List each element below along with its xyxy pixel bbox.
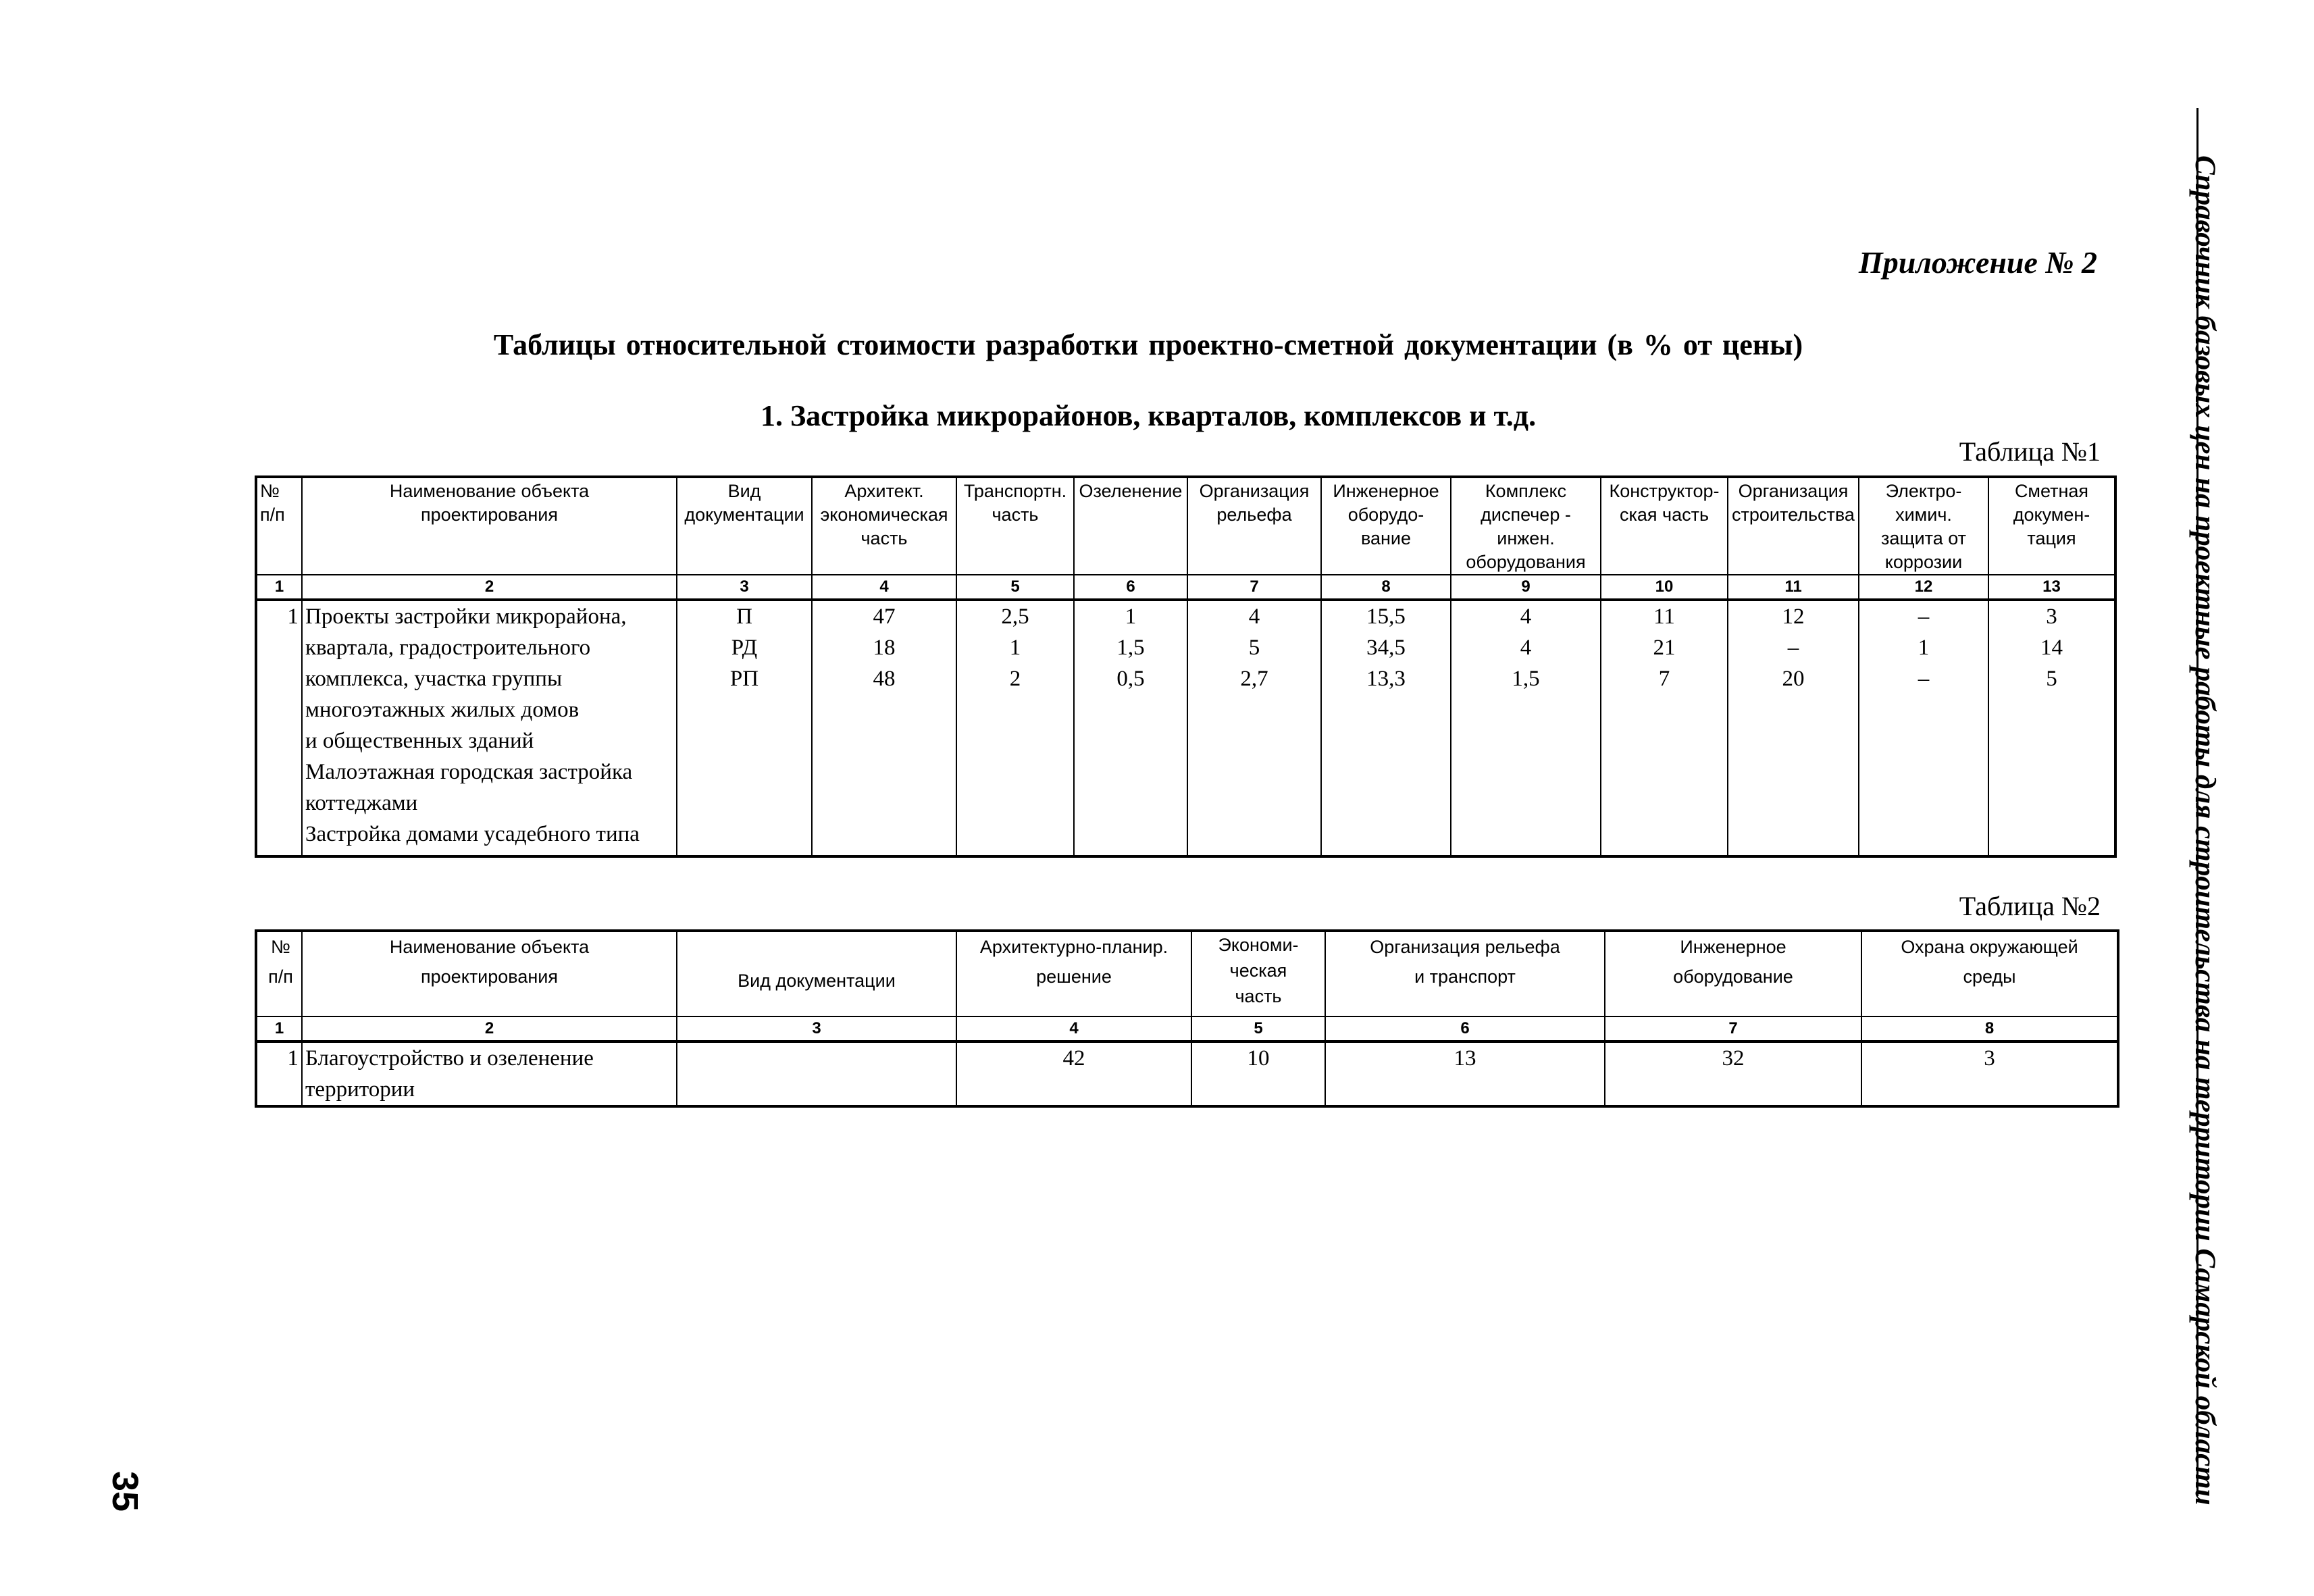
value-cell: 4 5 2,7	[1187, 600, 1321, 856]
table2-header-cell: Инженерное оборудование	[1605, 931, 1861, 1016]
value-cell: 4 4 1,5	[1451, 600, 1601, 856]
table1-header-cell: Инженерное оборудо- вание	[1321, 477, 1451, 575]
table1-label: Таблица №1	[1959, 436, 2101, 467]
value-cell: 1 1,5 0,5	[1074, 600, 1187, 856]
table1-header-cell: Организация рельефа	[1187, 477, 1321, 575]
table2-header-cell: Архитектурно-планир. решение	[956, 931, 1191, 1016]
column-number: 6	[1325, 1016, 1605, 1041]
column-number: 3	[677, 1016, 956, 1041]
object-name-cell: Проекты застройки микрорайона, квартала, градостроительного комплекса, участка группы многоэтажных жилых домов и общественных зданий Малоэтажная городская застройка коттеджами Застройка домами усадебного типа	[302, 600, 677, 856]
table2-header-cell: Экономи- ческая часть	[1191, 931, 1325, 1016]
column-number: 8	[1321, 575, 1451, 600]
value-cell: 47 18 48	[812, 600, 956, 856]
column-number: 7	[1187, 575, 1321, 600]
side-running-title: Справочник базовых цен на проектные работы для строительства на территории Самарской области	[2189, 155, 2221, 1505]
value-cell: 13	[1325, 1041, 1605, 1106]
column-number: 8	[1861, 1016, 2118, 1041]
column-number: 4	[812, 575, 956, 600]
table1-header-cell: Сметная докумен- тация	[1988, 477, 2115, 575]
column-number: 7	[1605, 1016, 1861, 1041]
column-number: 4	[956, 1016, 1191, 1041]
table2-label: Таблица №2	[1959, 891, 2101, 921]
object-name-cell: Благоустройство и озеленение территории	[302, 1041, 677, 1106]
column-number: 5	[956, 575, 1074, 600]
value-cell: 3 14 5	[1988, 600, 2115, 856]
value-cell: 42	[956, 1041, 1191, 1106]
section-title: 1. Застройка микрорайонов, кварталов, комплексов и т.д.	[760, 399, 1537, 432]
table2-header-row	[256, 931, 2118, 1016]
table1-header-cell: Комплекс диспечер - инжен. оборудования	[1451, 477, 1601, 575]
doc-type-cell: П РД РП	[677, 600, 812, 856]
table2-header-cell: Охрана окружающей среды	[1861, 931, 2118, 1016]
table1-header-cell: Конструктор- ская часть	[1601, 477, 1728, 575]
table1-header-cell: Организация строительства	[1728, 477, 1859, 575]
table1-header-cell: Электро- химич. защита от коррозии	[1859, 477, 1988, 575]
column-number: 10	[1601, 575, 1728, 600]
column-number: 13	[1988, 575, 2115, 600]
row-number: 1	[256, 600, 302, 856]
table1-header-cell: Вид документации	[677, 477, 812, 575]
page-number: 35	[105, 1471, 145, 1512]
column-number: 5	[1191, 1016, 1325, 1041]
table2-header-cell: Вид документации	[677, 931, 956, 1016]
column-number: 6	[1074, 575, 1187, 600]
value-cell: 3	[1861, 1041, 2118, 1106]
table2-header-cell: Организация рельефа и транспорт	[1325, 931, 1605, 1016]
table-row	[256, 1041, 2118, 1106]
column-number: 1	[256, 1016, 302, 1041]
table1-column-numbers	[256, 575, 2115, 600]
table-row	[256, 600, 2115, 856]
column-number: 1	[256, 575, 302, 600]
value-cell: 10	[1191, 1041, 1325, 1106]
table2-header-cell: № п/п	[256, 931, 302, 1016]
value-cell: 15,5 34,5 13,3	[1321, 600, 1451, 856]
table1-header-cell: Архитект. экономическая часть	[812, 477, 956, 575]
column-number: 2	[302, 1016, 677, 1041]
doc-type-cell	[677, 1041, 956, 1106]
column-number: 2	[302, 575, 677, 600]
table2-header-cell: Наименование объекта проектирования	[302, 931, 677, 1016]
value-cell: 12 – 20	[1728, 600, 1859, 856]
column-number: 11	[1728, 575, 1859, 600]
table1-header-cell: № п/п	[256, 477, 302, 575]
table1-header-cell: Наименование объекта проектирования	[302, 477, 677, 575]
column-number: 12	[1859, 575, 1988, 600]
table-1	[255, 475, 2117, 858]
value-cell: 2,5 1 2	[956, 600, 1074, 856]
row-number: 1	[256, 1041, 302, 1106]
value-cell: 11 21 7	[1601, 600, 1728, 856]
value-cell: 32	[1605, 1041, 1861, 1106]
column-number: 9	[1451, 575, 1601, 600]
appendix-label: Приложение № 2	[1858, 245, 2097, 280]
table1-header-cell: Транспортн. часть	[956, 477, 1074, 575]
column-number: 3	[677, 575, 812, 600]
main-title: Таблицы относительной стоимости разработки проектно-сметной документации (в % от цены)	[493, 328, 1803, 361]
table-2	[255, 929, 2119, 1108]
table1-header-row	[256, 477, 2115, 575]
table1-header-cell: Озеленение	[1074, 477, 1187, 575]
table2-column-numbers	[256, 1016, 2118, 1041]
value-cell: – 1 –	[1859, 600, 1988, 856]
